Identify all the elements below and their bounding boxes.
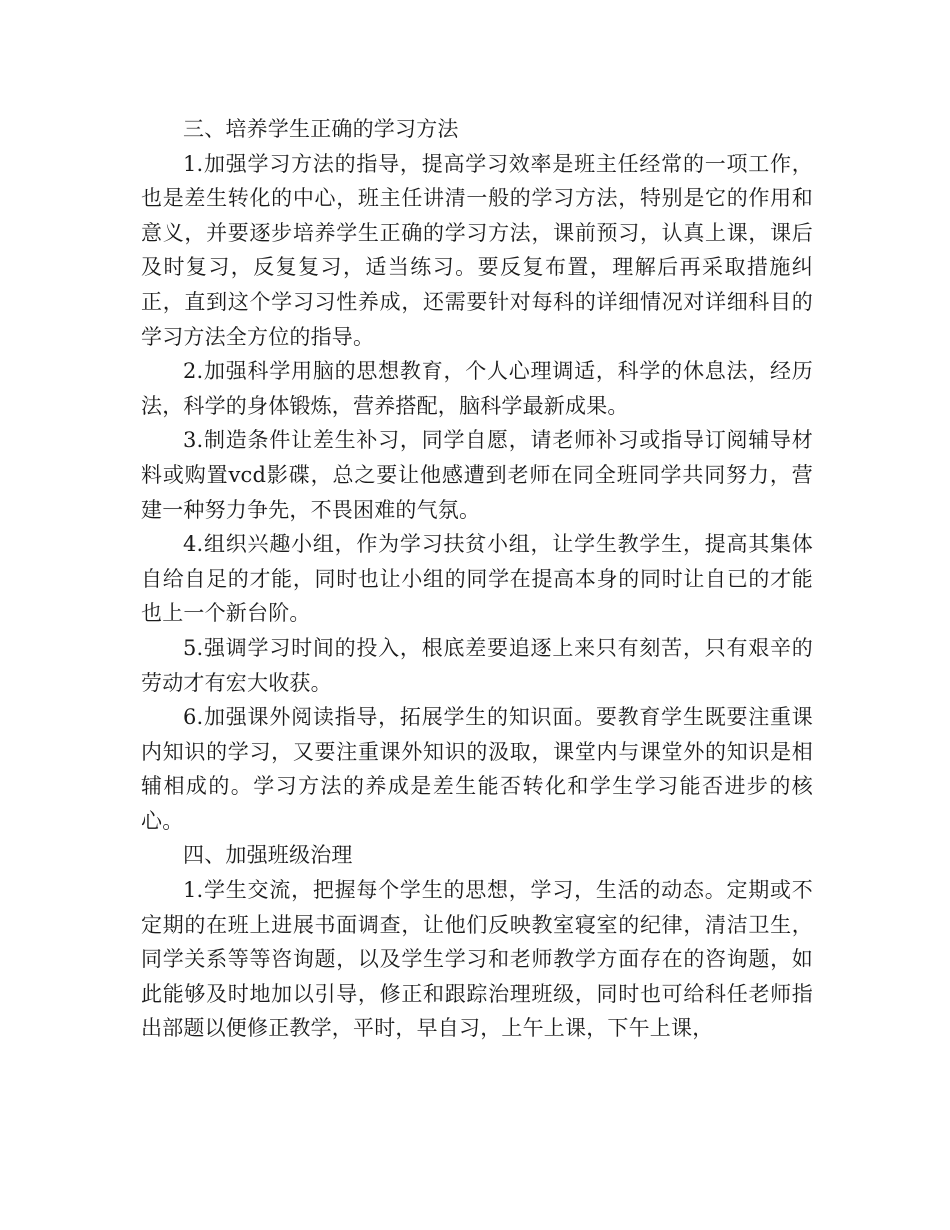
section-heading-3: 三、培养学生正确的学习方法: [183, 117, 459, 141]
paragraph-3-4: 4.组织兴趣小组，作为学习扶贫小组，让学生教学生，提高其集体自给自足的才能，同时也让小组的同学在提高本身的同时让自已的才能也上一个新台阶。: [141, 532, 813, 626]
paragraph-4-1: 1.学生交流，把握每个学生的思想，学习，生活的动态。定期或不定期的在班上进展书面调查，让他们反映教室寝室的纪律，清洁卫生，同学关系等等咨询题，以及学生学习和老师教学方面存在的咨询题，如此能够及时地加以引导，修正和跟踪治理班级，同时也可给科任老师指出部题以便修正教学，平时，早自习，上午上课，下午上课，: [141, 878, 813, 1041]
section-heading-4: 四、加强班级治理: [183, 843, 353, 868]
paragraph-3-2: 2.加强科学用脑的思想教育，个人心理调适，科学的休息法，经历法，科学的身体锻炼，营养搭配，脑科学最新成果。: [141, 359, 813, 418]
paragraph-3-5: 5.强调学习时间的投入，根底差要追逐上来只有刻苦，只有艰辛的劳动才有宏大收获。: [141, 635, 813, 695]
document-body: [141, 112, 813, 1046]
paragraph-3-6: 6.加强课外阅读指导，拓展学生的知识面。要教育学生既要注重课内知识的学习，又要注重课外知识的汲取，课堂内与课堂外的知识是相辅相成的。学习方法的养成是差生能否转化和学生学习能否进步的核心。: [141, 705, 813, 833]
paragraph-3-3: 3.制造条件让差生补习，同学自愿，请老师补习或指导订阅辅导材料或购置vcd影碟，总之要让他感遭到老师在同全班同学共同努力，营建一种努力争先，不畏困难的气氛。: [141, 428, 813, 522]
paragraph-3-1: 1.加强学习方法的指导，提高学习效率是班主任经常的一项工作，也是差生转化的中心，班主任讲清一般的学习方法，特别是它的作用和意义，并要逐步培养学生正确的学习方法，课前预习，认真上课，课后及时复习，反复复习，适当练习。要反复布置，理解后再采取措施纠正，直到这个学习习性养成，还需要针对每科的详细情况对详细科目的学习方法全方位的指导。: [141, 151, 813, 349]
